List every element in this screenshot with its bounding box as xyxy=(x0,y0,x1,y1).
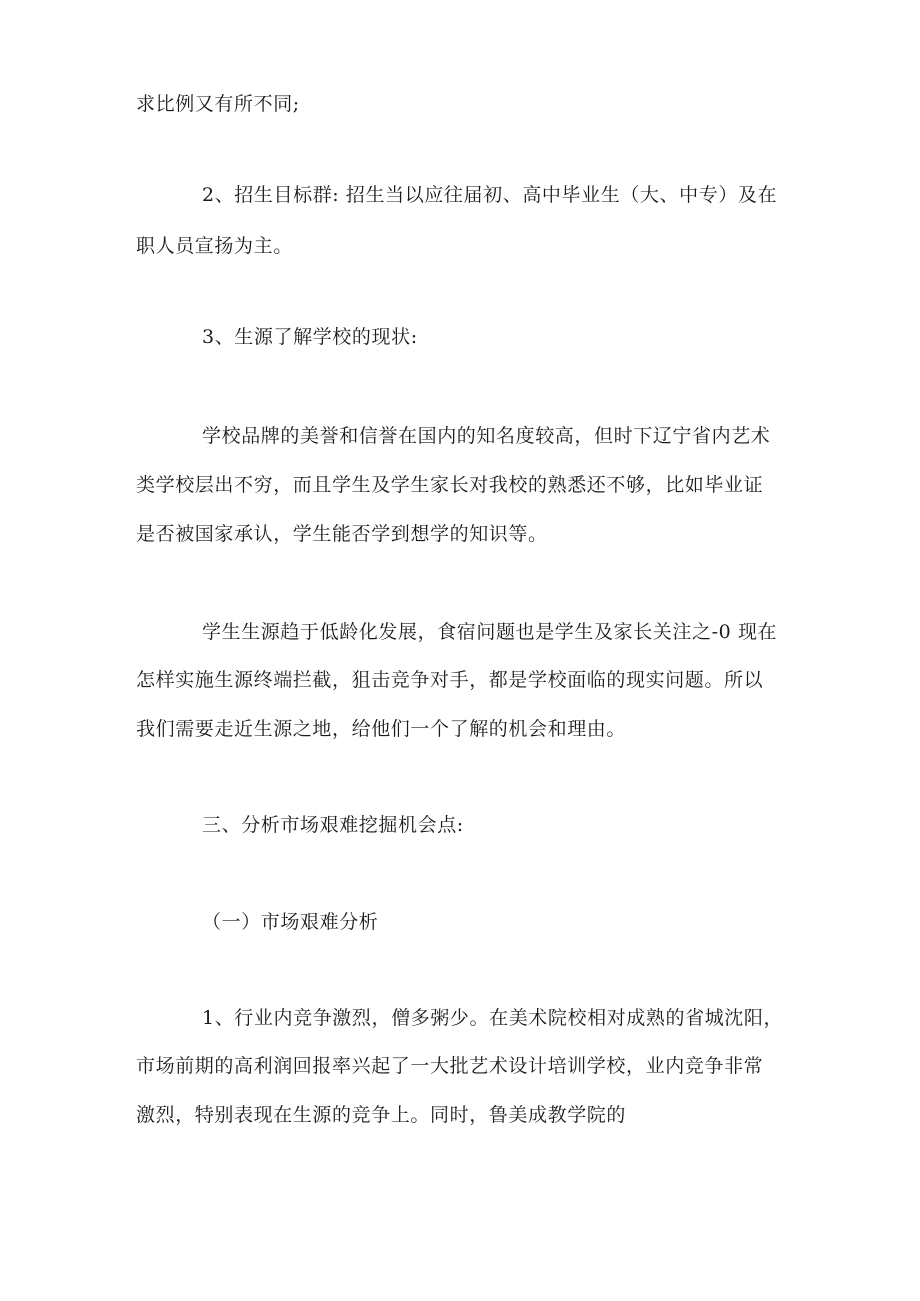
text-line: 激烈，特别表现在生源的竞争上。同时，鲁美成教学院的 xyxy=(136,1104,627,1126)
text-line: 学校品牌的美誉和信誉在国内的知名度较高，但时下辽宁省内艺术 xyxy=(202,425,771,447)
section-heading: 三、分析市场艰难挖掘机会点: xyxy=(202,814,464,836)
text-line: 市场前期的高利润回报率兴起了一大批艺术设计培训学校，业内竞争非常 xyxy=(136,1055,764,1077)
subsection-heading: （一）市场艰难分析 xyxy=(202,911,379,933)
text-line: 3、生源了解学校的现状: xyxy=(202,326,418,348)
text-line: 2、招生目标群: 招生当以应往届初、高中毕业生（大、中专）及在 xyxy=(202,184,778,206)
text-line: 求比例又有所不同; xyxy=(136,93,300,115)
text-line: 怎样实施生源终端拦截，狙击竞争对手，都是学校面临的现实问题。所以 xyxy=(136,669,764,691)
text-line: 学生生源趋于低龄化发展，食宿问题也是学生及家长关注之-0 现在 xyxy=(202,621,778,643)
text-line: 1、行业内竞争激烈，僧多粥少。在美术院校相对成熟的省城沈阳， xyxy=(202,1007,784,1029)
text-line: 我们需要走近生源之地，给他们一个了解的机会和理由。 xyxy=(136,718,627,740)
text-line: 职人员宣扬为主。 xyxy=(136,235,293,257)
text-line: 类学校层出不穷，而且学生及学生家长对我校的熟悉还不够，比如毕业证 xyxy=(136,474,764,496)
text-line: 是否被国家承认，学生能否学到想学的知识等。 xyxy=(136,523,548,545)
